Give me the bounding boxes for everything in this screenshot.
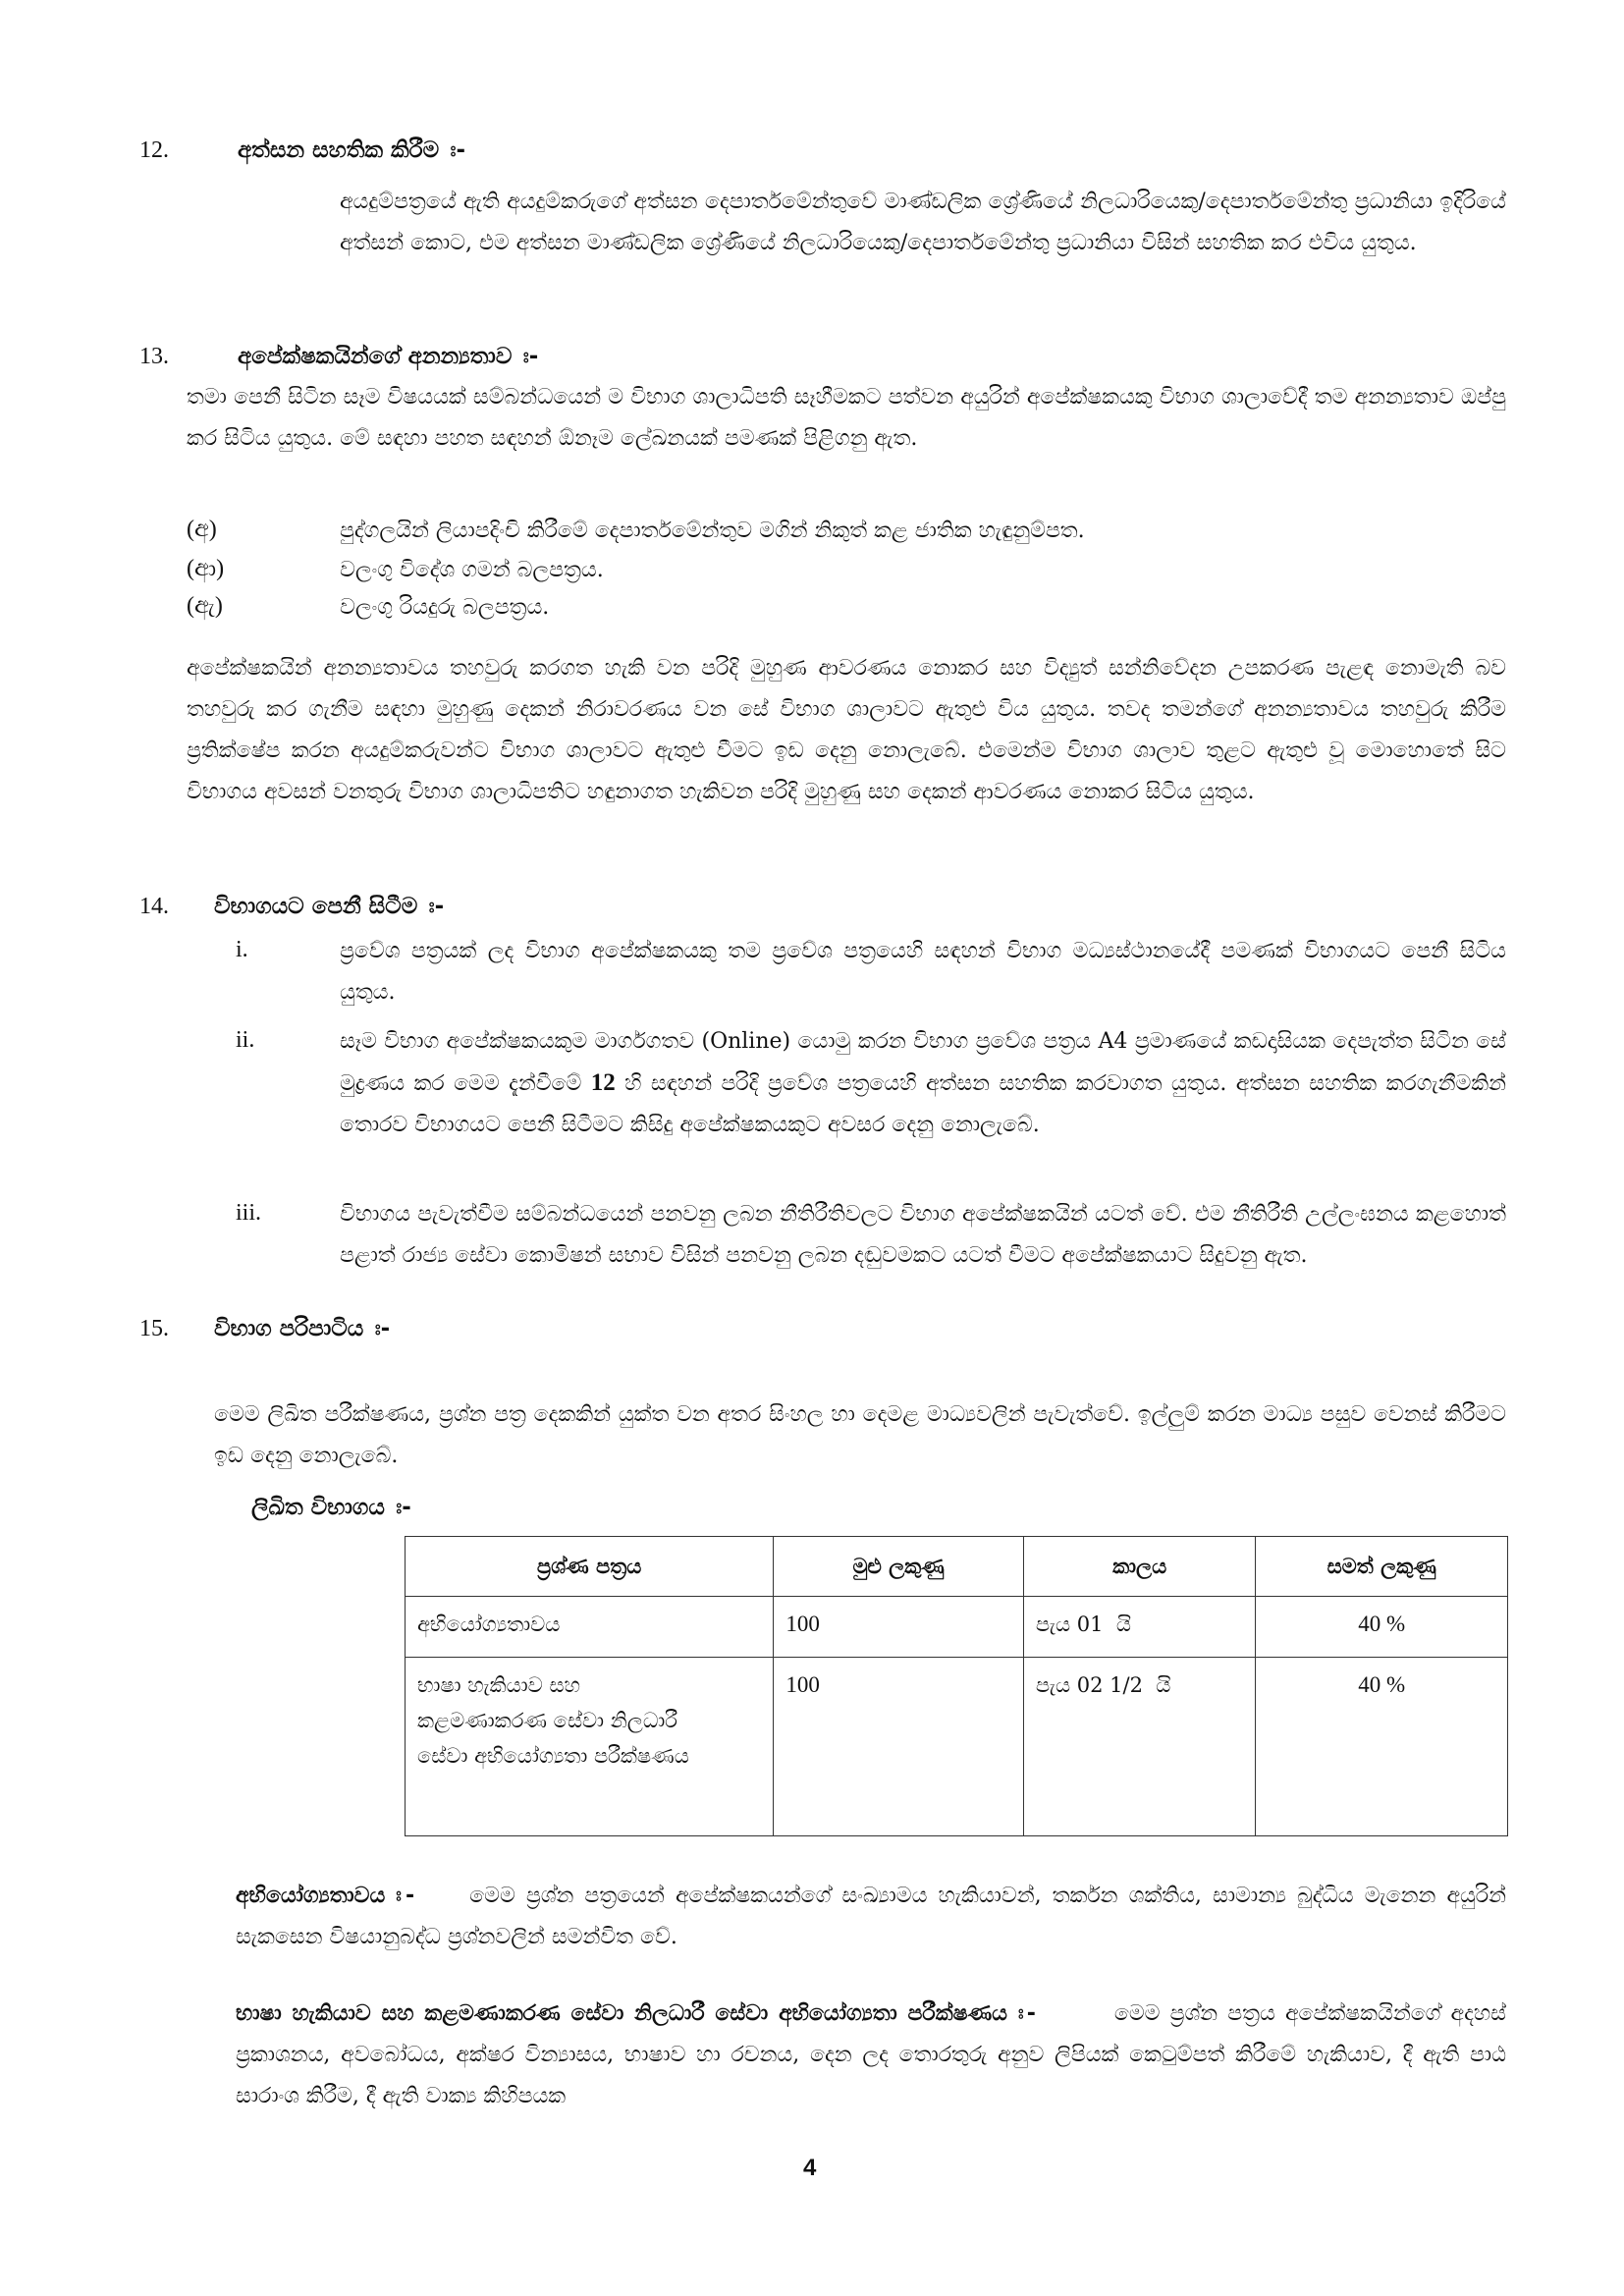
list-item-text: ප්‍රවේශ පත්‍රයක් ලද විභාග අපේක්ෂකයකු තම ප්‍රවේශ පත්‍රයෙහි සඳහන් විභාග මධ්‍යස්ථානයේදී පමණක් විභාගයට පෙනී සිටිය යුතුය. [340,939,1506,1005]
page-number: 4 [803,2155,817,2181]
list-item [187,511,1506,552]
section-13-paragraph: අපේක්ෂකයින් අනන්‍යතාවය තහවුරු කරගත හැකි වන පරිදි මුහුණ ආවරණය නොකර සහ විද්‍යුත් සන්නිවේදන උපකරණ පැළඳ නොමැති බව තහවුරු කර ගැනීම සඳහා මුහුණු දෙකන් නිරාවරණය වන සේ විභාග ශාලාවට ඇතුළු විය යුතුය. තවද තමන්ගේ අනන්‍යතාවය තහවුරු කිරීම ප්‍රතික්ෂේප කරන අයදුම්කරුවන්ට විභාග ශාලාවට ඇතුළු වීමට ඉඩ දෙනු නොලැබේ. එමෙන්ම විභාග ශාලාව තුළට ඇතුළු වූ මොහොතේ සිට විභාගය අවසන් වනතුරු විභාග ශාලාධිපතිට හඳුනාගත හැකිවන පරිදි මුහුණු සහ දෙකන් ආවරණය නොකර සිටිය යුතුය. [187,656,1506,804]
list-item-text: විභාගය පැවැත්වීම සම්බන්ධයෙන් පනවනු ලබන නීතිරීතිවලට විභාග අපේක්ෂකයින් යටත් වේ. එම නීතිරීති උල්ලංඝනය කළහොත් පළාත් රාජ්‍ය සේවා කොමිෂන් සභාව විසින් පනවනු ලබන දඬුවමකට යටත් වීමට අපේක්ෂකයාට සිදුවනු ඇත. [340,1202,1506,1268]
language-label: භාෂා හැකියාව සහ කළමණාකරණ සේවා නිලධාරී සේවා අභියෝග්‍යතා පරීක්ෂණය ඃ- [236,2001,1036,2026]
section-12-number: 12. [139,137,169,163]
section-13-intro: තමා පෙනී සිටින සෑම විෂයයක් සම්බන්ධයෙන් ම විභාග ශාලාධිපති සෑහීමකට පත්වන අයුරින් අපේක්ෂකයකු විභාග ශාලාවේදී තම අනන්‍යතාව ඔප්පු කර සිටිය යුතුය. මේ සඳහා පහත සඳහන් ඕනෑම ලේඛනයක් පමණක් පිළිගනු ඇත. [187,385,1506,451]
list-item-label: ii. [236,1027,255,1053]
column-header: ප්‍රශ්ණ පත්‍රය [406,1537,774,1597]
section-15-intro: මෙම ලිඛිත පරීක්ෂණය, ප්‍රශ්න පත්‍ර දෙකකින් යුක්ත වන අතර සිංහල හා දෙමළ මාධ්‍යවලින් පැවැත්වේ. ඉල්ලුම් කරන මාධ්‍ය පසුව වෙනස් කිරීමට ඉඩ දෙනු නොලැබේ. [214,1402,1506,1468]
table-cell: පැය 01 යි [1023,1597,1255,1658]
aptitude-text: මෙම ප්‍රශ්න පත්‍රයෙන් අපේක්ෂකයන්ගේ සංඛ්‍යාමය හැකියාවන්, තර්කන ශක්තිය, සාමාන්‍ය බුද්ධිය මැනෙන අයුරින් සැකසෙන විෂයානුබද්ධ ප්‍රශ්නවලින් සමන්විත වේ. [236,1884,1506,1949]
section-15-title: විභාග පරිපාටිය ඃ- [214,1316,391,1341]
list-item [236,1021,1506,1194]
section-13-id-list [187,511,1506,627]
section-14-title: විභාගයට පෙනී සිටීම ඃ- [214,894,445,919]
list-item-text: වලංගු විදේශ ගමන් බලපත්‍රය. [340,558,604,582]
table-header-row [406,1537,1508,1597]
table-cell: 40 % [1256,1658,1508,1836]
list-item-label: (අ) [187,517,217,542]
list-item-text: වලංගු රියදුරු බලපත්‍රය. [340,595,550,620]
list-item-label: (ආ) [187,556,225,581]
section-13-number: 13. [139,344,169,369]
aptitude-paragraph [236,1876,1506,1958]
list-item-label: iii. [236,1200,262,1226]
exam-table [405,1536,1508,1836]
list-item [236,1194,1506,1324]
list-item [236,931,1506,1021]
written-exam-heading: ලිඛිත විභාගය ඃ- [251,1495,411,1520]
text-fragment: හි සඳහන් පරිදි ප්‍රවේශ පත්‍රයෙහි අත්සන සහතික කරවාගත යුතුය. අත්සන සහතික කරගැනීමකින් තොරව විභාගයට පෙනී සිටීමට කිසිදු අපේක්ෂකයකුට අවසර දෙනු නොලැබේ. [340,1071,1506,1137]
section-reference: 12 [590,1069,616,1096]
list-item [187,552,1506,589]
section-12-title: අත්සන සහතික කිරීම ඃ- [238,137,466,163]
table-row [406,1658,1508,1836]
list-item [187,589,1506,627]
column-header: කාලය [1023,1537,1255,1597]
column-header: සමත් ලකුණු [1256,1537,1508,1597]
table-row [406,1597,1508,1658]
table-cell: පැය 02 1/2 යි [1023,1658,1255,1836]
table-cell: 100 [774,1658,1024,1836]
list-item-label: i. [236,937,248,962]
table-cell: 100 [774,1597,1024,1658]
list-item-text [340,1021,1506,1146]
section-15-number: 15. [139,1316,169,1341]
language-paragraph [236,1994,1506,2117]
table-cell: 40 % [1256,1597,1508,1658]
section-14-list [236,931,1506,1324]
table-cell: භාෂා හැකියාව සහ කළමණාකරණ සේවා නිලධාරී සේවා අභියෝග්‍යතා පරීක්ෂණය [406,1658,774,1836]
language-text: මෙම ප්‍රශ්න පත්‍රය අපේක්ෂකයින්ගේ අදහස් ප්‍රකාශනය, අවබෝධය, අක්ෂර වින්‍යාසය, භාෂාව හා රචනය, දෙන ලද තොරතුරු අනුව ලිපියක් කෙටුම්පත් කිරීමේ හැකියාව, දී ඇති පාඨ සාරාංශ කිරීම, දී ඇති වාක්‍ය කිහිපයක [236,2001,1506,2108]
section-14-number: 14. [139,894,169,919]
section-13-title: අපේක්ෂකයින්ගේ අනන්‍යතාව ඃ- [238,344,539,369]
text-fragment: සෑම විභාග අපේක්ෂකයකුම මාර්ගගතව (Online) යොමු කරන විභාග ප්‍රවේශ පත්‍රය A4 ප්‍රමාණයේ කඩදාසියක දෙපැත්ත සිටින සේ මුද්‍රණය කර මෙම දැන්වීමේ [340,1029,1506,1096]
section-12-body: අයදුම්පත්‍රයේ ඇති අයදුම්කරුගේ අත්සන දෙපාර්තමේන්තුවේ මාණ්ඩලික ශ්‍රේණියේ නිලධාරියෙකු/දෙපාර්තමේන්තු ප්‍රධානියා ඉදිරියේ අත්සන් කොට, එම අත්සන මාණ්ඩලික ශ්‍රේණියේ නිලධාරියෙකු/දෙපාර්තමේන්තු ප්‍රධානියා විසින් සහතික කර එවිය යුතුය. [340,190,1506,255]
list-item-label: (ඇ) [187,593,223,619]
list-item-text: පුද්ගලයින් ලියාපදිංචි කිරීමේ දෙපාර්තමේන්තුව මගින් නිකුත් කළ ජාතික හැඳුනුම්පත. [340,519,1085,543]
table-cell: අභියෝග්‍යතාවය [406,1597,774,1658]
column-header: මුළු ලකුණු [774,1537,1024,1597]
aptitude-label: අභියෝග්‍යතාවය ඃ- [236,1884,415,1908]
